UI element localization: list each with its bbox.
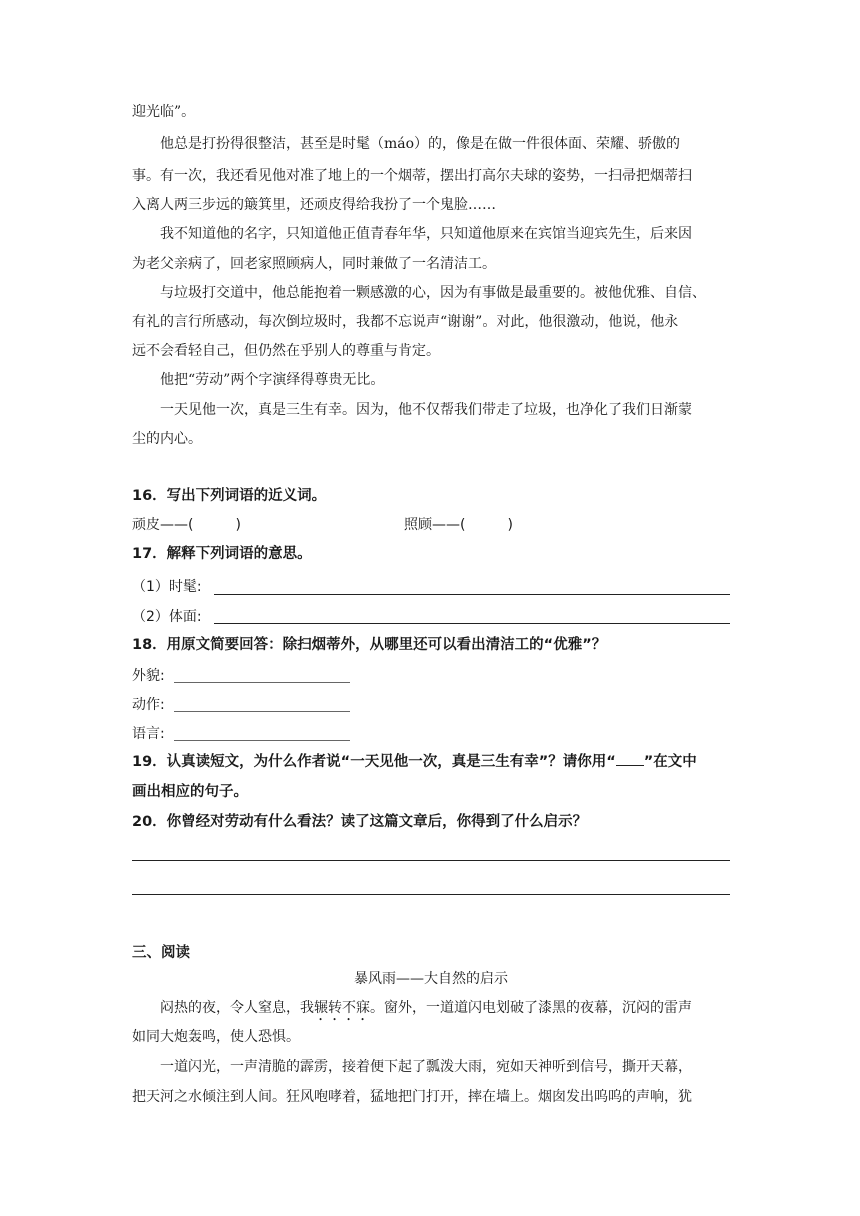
section-3-heading: 三、阅读	[132, 945, 190, 961]
reading-paragraph-2-line-2: 把天河之水倾注到人间。狂风咆哮着，猛地把门打开，摔在墙上。烟囱发出呜呜的声响，犹	[132, 1089, 692, 1105]
passage-paragraph-1-line-1: 他总是打扮得很整洁，甚至是时髦（máo）的，像是在做一件很体面、荣耀、骄傲的	[160, 136, 681, 152]
q20-answer-line-2[interactable]	[132, 894, 730, 895]
reading-p1-text-a: 闷热的夜，令人窒息，我	[160, 1000, 314, 1016]
question-16: 16．写出下列词语的近义词。	[132, 488, 327, 504]
passage-paragraph-2-line-2: 为老父亲病了，回老家照顾病人，同时兼做了一名清洁工。	[132, 256, 496, 272]
q18-action-label: 动作:	[132, 697, 165, 713]
question-18: 18．用原文简要回答：除扫烟蒂外，从哪里还可以看出清洁工的“优雅”？	[132, 637, 607, 653]
passage-paragraph-2-line-1: 我不知道他的名字，只知道他正值青春年华，只知道他原来在宾馆当迎宾先生，后来因	[160, 226, 692, 242]
passage-paragraph-3-line-3: 远不会看轻自己，但仍然在乎别人的尊重与肯定。	[132, 343, 440, 359]
q17-item-1-answer-line[interactable]	[214, 594, 730, 595]
question-19-text-b: ”在文中	[643, 754, 697, 770]
q18-speech-answer-line[interactable]	[174, 740, 350, 741]
q18-action-answer-line[interactable]	[174, 711, 350, 712]
reading-paragraph-2-line-1: 一道闪光，一声清脆的霹雳，接着便下起了瓢泼大雨，宛如天神听到信号，撕开天幕，	[160, 1059, 692, 1075]
passage-paragraph-3-line-1: 与垃圾打交道中，他总能抱着一颗感激的心，因为有事做是最重要的。被他优雅、自信、	[160, 285, 706, 301]
q16-word-1: 顽皮——( )	[132, 517, 241, 533]
passage-line: 迎光临”。	[132, 104, 196, 120]
reading-p1-text-b: 。窗外，一道道闪电划破了漆黑的夜幕，沉闷的雷声	[370, 1000, 692, 1016]
passage-paragraph-3-line-2: 有礼的言行所感动，每次倒垃圾时，我都不忘说声“谢谢”。对此，他很激动，他说，他永	[132, 314, 679, 330]
reading-p1-emphasized-word: 辗转不寐	[314, 1000, 370, 1016]
passage-paragraph-5-line-1: 一天见他一次，真是三生有幸。因为，他不仅帮我们带走了垃圾，也净化了我们日渐蒙	[160, 402, 692, 418]
question-19-text-a: 19．认真读短文，为什么作者说“一天见他一次，真是三生有幸”？请你用“	[132, 754, 616, 770]
q18-appearance-answer-line[interactable]	[174, 682, 350, 683]
reading-paragraph-1-line-2: 如同大炮轰鸣，使人恐惧。	[132, 1029, 300, 1045]
reading-paragraph-1-line-1	[132, 992, 730, 1024]
passage-paragraph-1-line-3: 入离人两三步远的簸箕里，还顽皮得给我扮了一个鬼脸……	[132, 197, 496, 213]
q16-word-2: 照顾——( )	[404, 517, 513, 533]
underline-mark-sample	[616, 751, 644, 766]
question-17: 17．解释下列词语的意思。	[132, 546, 312, 562]
question-19-line-1	[132, 748, 697, 776]
passage-paragraph-1-line-2: 事。有一次，我还看见他对准了地上的一个烟蒂，摆出打高尔夫球的姿势，一扫帚把烟蒂扫	[132, 168, 692, 184]
passage-paragraph-5-line-2: 尘的内心。	[132, 431, 202, 447]
q17-item-2-answer-line[interactable]	[214, 623, 730, 624]
q18-speech-label: 语言:	[132, 726, 165, 742]
passage-paragraph-4: 他把“劳动”两个字演绎得尊贵无比。	[160, 372, 385, 388]
question-19-line-2: 画出相应的句子。	[132, 784, 248, 800]
q20-answer-line-1[interactable]	[132, 860, 730, 861]
q17-item-2-label: （2）体面:	[132, 609, 202, 625]
reading-title: 暴风雨——大自然的启示	[354, 971, 508, 987]
q17-item-1-label: （1）时髦:	[132, 579, 202, 595]
question-20: 20．你曾经对劳动有什么看法？读了这篇文章后，你得到了什么启示？	[132, 814, 588, 830]
q18-appearance-label: 外貌:	[132, 668, 165, 684]
